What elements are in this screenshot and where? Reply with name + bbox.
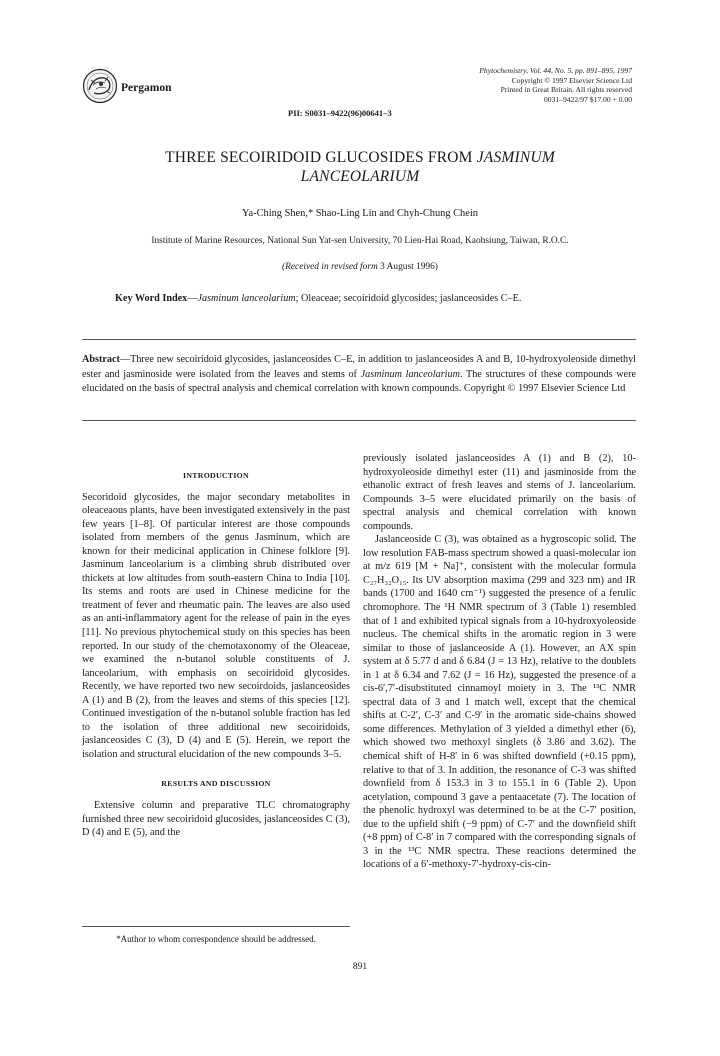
- title-species: LANCEOLARIUM: [300, 168, 420, 185]
- pii-code: PII: S0031–9422(96)00641–3: [288, 108, 392, 118]
- keywords: Key Word Index—Jasminum lanceolarium; Oleaceae; secoiridoid glycosides; jaslanceosides C–E.: [115, 293, 522, 304]
- results-heading: RESULTS AND DISCUSSION: [161, 779, 271, 789]
- title-genus: JASMINUM: [476, 149, 555, 166]
- divider-top: [82, 339, 636, 340]
- pergamon-logo-icon: [82, 68, 118, 104]
- received-date: (Received in revised form 3 August 1996): [282, 262, 438, 272]
- journal-info: [479, 66, 632, 104]
- left-column: [82, 469, 350, 840]
- publisher-name: Pergamon: [121, 82, 172, 94]
- abstract-label: Abstract: [82, 354, 120, 365]
- right-paragraph-1: previously isolated jaslanceosides A (1) and B (2), 10-hydroxyoleoside dimethyl ester (11) and jasminoside from the ethanolic extract of fresh leaves and stems of J. lanceolarium. Compounds 3–5 were elucidated primarily on the basis of spectral analysis and chemical correlation with known compounds.: [363, 453, 636, 532]
- journal-citation: Phytochemistry, Vol. 44, No. 5, pp. 891–895, 1997: [479, 66, 632, 75]
- divider-bottom: [82, 420, 636, 421]
- keywords-label: Key Word Index: [115, 293, 188, 304]
- right-column: [363, 452, 636, 872]
- introduction-text: Secoridoid glycosides, the major secondary metabolites in oleaceaous plants, have been investigated extensively in the past few years [1–8]. Of particular interest are those compounds isolated from members of the genus Jasminum, which are known for their medicinal application in Chinese folklore [9]. Jasminum lanceolarium is a climbing shrub distributed over thickets at low altitudes from south-eastern China to India [10]. Its stems and roots are used in Chinese medicine for the treatment of fever and rheumatic pain. The leaves are also used as an anti-inflammatory agent for the release of pain in the eyes [11]. No previous phytochemical study on this species has been reported. In our study of the chemotaxonomy of the Oleaceae, we examined the n-butanol soluble constituents of J. lanceolarium, with emphasis on secoiridoid glycosides. Recently, we have reported two new secoirdoids, jaslanceosides A (1) and B (2), from the leaves and stems of this species [12]. Continued investigation of the n-butanol soluble fraction has led to the isolation of three additional new secoiridoids, jaslanceosides C (3), D (4) and E (5). Herein, we report the isolation and structural elucidation of the new compounds 3–5.: [82, 491, 350, 760]
- title-text: THREE SECOIRIDOID GLUCOSIDES FROM: [165, 149, 473, 166]
- authors: Ya-Ching Shen,* Shao-Ling Lin and Chyh-Chung Chein: [242, 208, 478, 219]
- printed-line: Printed in Great Britain. All rights reserved: [500, 85, 632, 95]
- right-paragraph-2: Jaslanceoside C (3), was obtained as a hygroscopic solid. The low resolution FAB-mass spectrum showed a quasi-molecular ion at m/z 619 [M + Na]⁺, consistent with the molecular formula C₂₇H₃₂O₁₅. Its UV absorption maxima (299 and 323 nm) and IR bands (1700 and 1640 cm⁻¹) suggested the presence of a ferulic chromophore. The ¹H NMR spectrum of 3 (Table 1) resembled that of 1 and exhibited typical signals from a 10-hydroxyoleoside nucleus. The chemical shifts in the aromatic region in 3 were similar to those of jaslanceoside A (1). However, an AX spin system at δ 5.77 d and δ 6.84 (J = 13 Hz), relative to the doublets in 1 at δ 6.34 and 7.62 (J = 16 Hz), suggested the presence of a cis-6′,7′-disubstituted cinnamoyl moiety in 3. The ¹³C NMR spectral data of 3 and 1 match well, except that the chemical shifts at C-2′, C-3′ and C-9′ in the aromatic side-chains showed some differences. Methylation of 3 yielded a dimethyl ether (6), which showed two methoxyl singlets (δ 3.86 and 3.62). The chemical shift of H-8′ in 6 was shifted downfield (+0.15 ppm), relative to that of 3. In addition, the resonance of C-3 was shifted downfield from δ 153.3 in 3 to 155.1 in 6 (Table 2). Upon acetylation, compound 3 gave a pentaacetate (7). The location of the phenolic hydroxyl was determined to be at the C-7′ position, due to the upfield shift (−9 ppm) of C-7′ and the downfield shift (+8 ppm) of C-8′ in 7 compared with the corresponding signals of 3 in the ¹³C NMR spectra. These reactions determined the locations of a 6′-methoxy-7′-hydroxy-cis-cin-: [363, 534, 636, 871]
- footnote: *Author to whom correspondence should be addressed.: [116, 934, 316, 944]
- page-number: 891: [352, 962, 368, 972]
- introduction-heading: INTRODUCTION: [183, 471, 249, 480]
- results-text: Extensive column and preparative TLC chromatography furnished three new secoiridoid glucosides, jaslanceosides C (3), D (4) and E (5), and the: [82, 800, 350, 839]
- issn-line: 0031–9422/97 $17.00 + 0.00: [543, 94, 632, 104]
- abstract: Abstract—Three new secoiridoid glycosides, jaslanceosides C–E, in addition to jaslanceosides A and B, 10-hydroxyoleoside dimethyl ester and jasminoside were isolated from the leaves and stems of Jasminum lanceolarium. The structures of these compounds were elucidated on the basis of spectral analysis and chemical correlation with known compounds. Copyright © 1997 Elsevier Science Ltd: [82, 354, 636, 394]
- keyword-species: Jasminum lanceolarium: [197, 293, 296, 304]
- copyright-line: Copyright © 1997 Elsevier Science Ltd: [511, 75, 632, 85]
- affiliation: Institute of Marine Resources, National Sun Yat-sen University, 70 Lien-Hai Road, Kaohsiung, Taiwan, R.O.C.: [151, 236, 569, 246]
- article-title: [0, 148, 720, 186]
- footnote-divider: [82, 926, 350, 927]
